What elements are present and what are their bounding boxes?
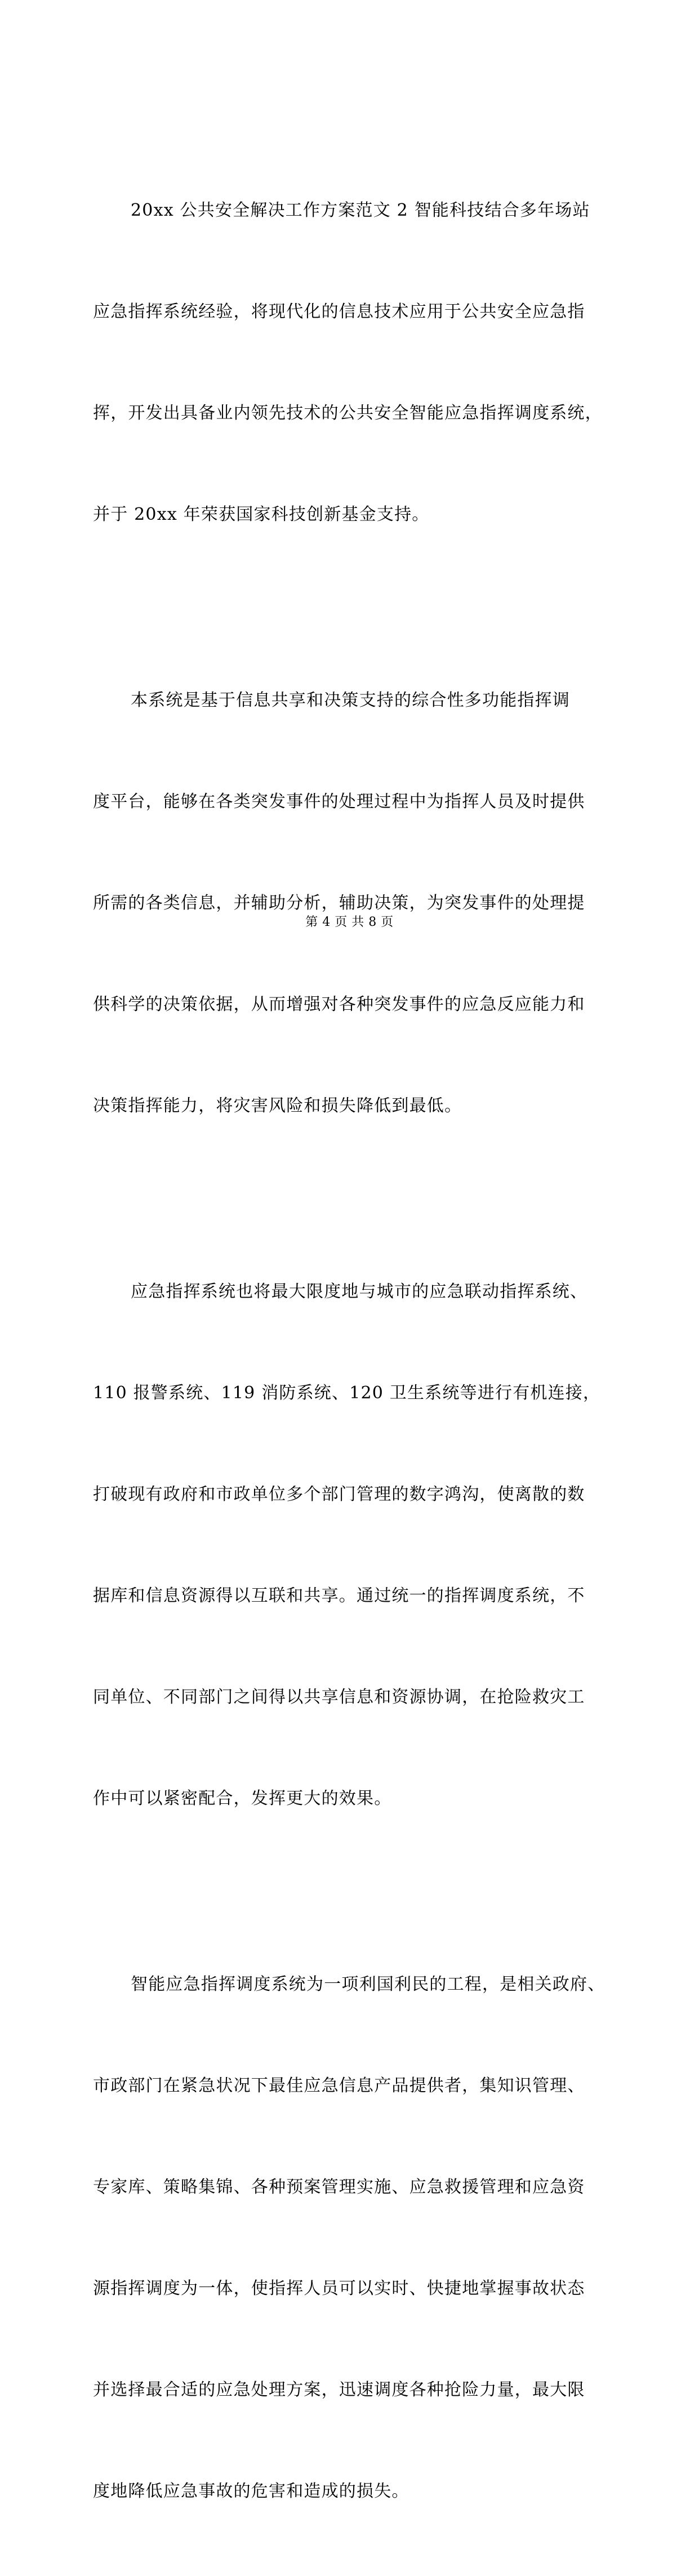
paragraph-line: 决策指挥能力，将灾害风险和损失降低到最低。 <box>93 1096 462 1116</box>
paragraph-line: 并于 20xx 年荣获国家科技创新基金支持。 <box>93 505 430 524</box>
paragraph-2 <box>93 616 611 1191</box>
paragraph-line: 并选择最合适的应急处理方案，迅速调度各种抢险力量，最大限 <box>93 2380 585 2400</box>
paragraph-line: 专家库、策略集锦、各种预案管理实施、应急救援管理和应急资 <box>93 2177 585 2197</box>
paragraph-line: 应急指挥系统也将最大限度地与城市的应急联动指挥系统、 <box>131 1282 588 1302</box>
paragraph-line: 供科学的决策依据，从而增强对各种突发事件的应急反应能力和 <box>93 995 585 1014</box>
paragraph-line: 源指挥调度为一体，使指挥人员可以实时、快捷地掌握事故状态 <box>93 2279 585 2298</box>
page-number-footer: 第 4 页 共 8 页 <box>305 915 394 929</box>
paragraph-line: 挥，开发出具备业内领先技术的公共安全智能应急指挥调度系统， <box>93 403 603 423</box>
paragraph-line: 所需的各类信息，并辅助分析，辅助决策，为突发事件的处理提 <box>93 893 585 913</box>
paragraph-4 <box>93 1900 611 2576</box>
paragraph-1 <box>93 126 611 599</box>
paragraph-line: 本系统是基于信息共享和决策支持的综合性多功能指挥调 <box>131 690 570 710</box>
paragraph-line: 打破现有政府和市政单位多个部门管理的数字鸿沟，使离散的数 <box>93 1485 585 1504</box>
paragraph-3 <box>93 1207 611 1883</box>
paragraph-line: 市政部门在紧急状况下最佳应急信息产品提供者，集知识管理、 <box>93 2076 585 2096</box>
paragraph-line: 应急指挥系统经验，将现代化的信息技术应用于公共安全应急指 <box>93 302 585 322</box>
paragraph-line: 110 报警系统、119 消防系统、120 卫生系统等进行有机连接， <box>93 1383 601 1403</box>
paragraph-line: 度平台，能够在各类突发事件的处理过程中为指挥人员及时提供 <box>93 792 585 812</box>
paragraph-line: 作中可以紧密配合，发挥更大的效果。 <box>93 1789 392 1808</box>
document-body <box>93 126 611 2576</box>
paragraph-line: 20xx 公共安全解决工作方案范文 2 智能科技结合多年场站 <box>131 200 590 220</box>
paragraph-line: 据库和信息资源得以互联和共享。通过统一的指挥调度系统，不 <box>93 1586 585 1606</box>
paragraph-line: 智能应急指挥调度系统为一项利国利民的工程，是相关政府、 <box>131 1975 605 1994</box>
paragraph-line: 同单位、不同部门之间得以共享信息和资源协调，在抢险救灾工 <box>93 1687 585 1707</box>
paragraph-line: 度地降低应急事故的危害和造成的损失。 <box>93 2481 409 2501</box>
